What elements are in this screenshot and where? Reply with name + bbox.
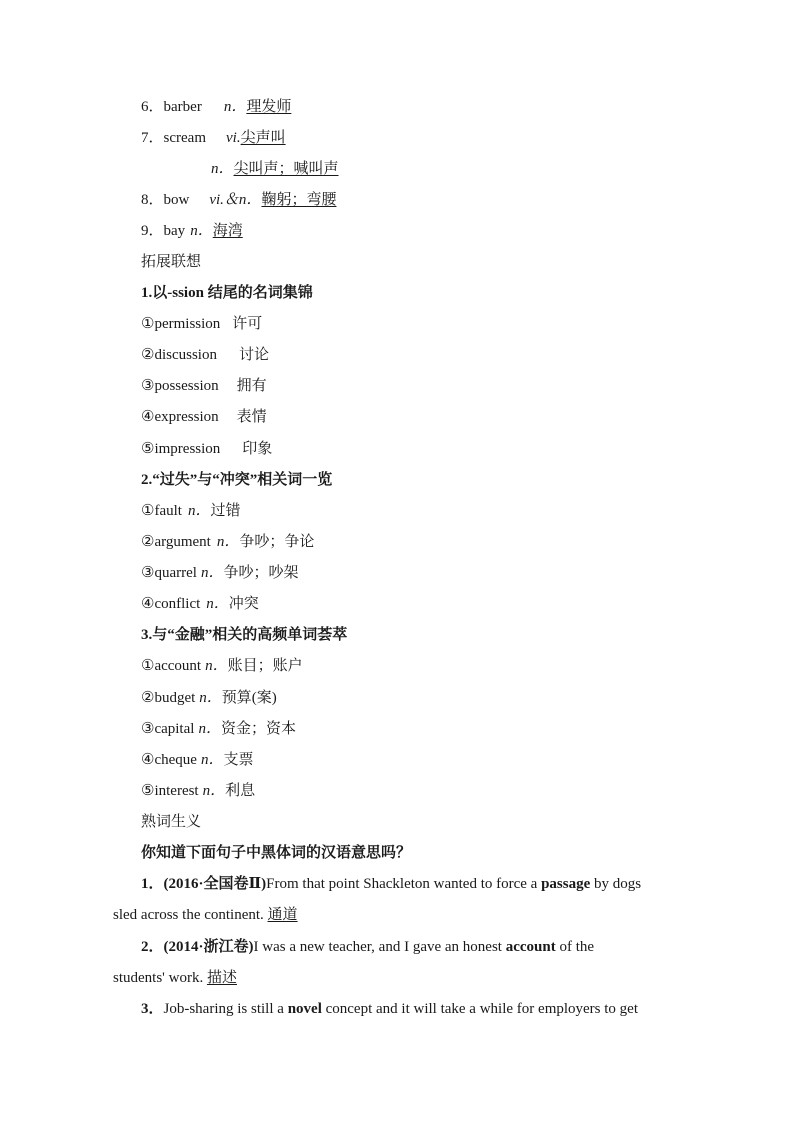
part-of-speech: n． [190, 223, 213, 239]
group1-title: 1.以-ssion 结尾的名词集锦 [141, 285, 313, 301]
list-item: ①fault n．过错 [141, 503, 241, 519]
english-word: scream [163, 130, 206, 146]
item-number: 9． [141, 223, 164, 239]
list-item: ①account n．账目；账户 [141, 658, 303, 674]
part-of-speech: vi. [226, 130, 241, 146]
vocab-item-8 [141, 190, 336, 210]
list-item: ①permission 许可 [141, 316, 263, 332]
answer: 通道 [267, 907, 298, 923]
list-item: ⑤interest n．利息 [141, 783, 256, 799]
sentence-3-line-1: 3．Job-sharing is still a novel concept and it will take a while for employers to get [141, 1001, 639, 1017]
vocab-item-7-second-meaning [211, 159, 339, 179]
sentence-2-line-2: students' work. 描述 [113, 970, 237, 986]
answer: 描述 [206, 970, 237, 986]
chinese-meaning: 海湾 [212, 223, 243, 239]
list-item: ②discussion 讨论 [141, 347, 269, 363]
part-of-speech: n． [211, 161, 234, 177]
sentence-1-line-1: 1．(2016·全国卷Ⅱ)From that point Shackleton wanted to force a passage by dogs [141, 876, 642, 892]
question-prompt: 你知道下面句子中黑体词的汉语意思吗？ [141, 845, 412, 861]
item-number: 8． [141, 192, 164, 208]
chinese-meaning: 尖叫声；喊叫声 [233, 161, 339, 177]
list-item: ⑤impression 印象 [141, 441, 273, 457]
part-of-speech: n． [223, 99, 247, 115]
item-number: 6． [141, 99, 164, 115]
list-item: ③capital n．资金；资本 [141, 721, 296, 737]
list-item: ②budget n．预算(案) [141, 690, 277, 706]
english-word: bay [163, 223, 186, 239]
chinese-meaning: 理发师 [246, 99, 292, 115]
sentence-2-line-1: 2．(2014·浙江卷)I was a new teacher, and I gave an honest account of the [141, 939, 595, 955]
list-item: ④cheque n．支票 [141, 752, 254, 768]
vocab-item-6 [141, 97, 291, 117]
section-heading-extend: 拓展联想 [141, 254, 202, 270]
english-word: bow [163, 192, 190, 208]
list-item: ③quarrel n．争吵；吵架 [141, 565, 299, 581]
list-item: ④expression 表情 [141, 409, 267, 425]
group3-title: 3.与“金融”相关的高频单词荟萃 [141, 627, 348, 643]
vocab-item-9 [141, 221, 243, 241]
english-word: barber [163, 99, 202, 115]
list-item: ③possession 拥有 [141, 378, 267, 394]
part-of-speech: vi.＆n． [209, 192, 262, 208]
item-number: 7． [141, 130, 164, 146]
list-item: ②argument n．争吵；争论 [141, 534, 315, 550]
vocab-item-7 [141, 128, 286, 148]
chinese-meaning: 尖声叫 [240, 130, 286, 146]
group2-title: 2.“过失”与“冲突”相关词一览 [141, 472, 333, 488]
sentence-1-line-2: sled across the continent. 通道 [113, 907, 298, 923]
chinese-meaning: 鞠躬；弯腰 [261, 192, 337, 208]
list-item: ④conflict n．冲突 [141, 596, 259, 612]
section-heading-familiar: 熟词生义 [141, 814, 202, 830]
